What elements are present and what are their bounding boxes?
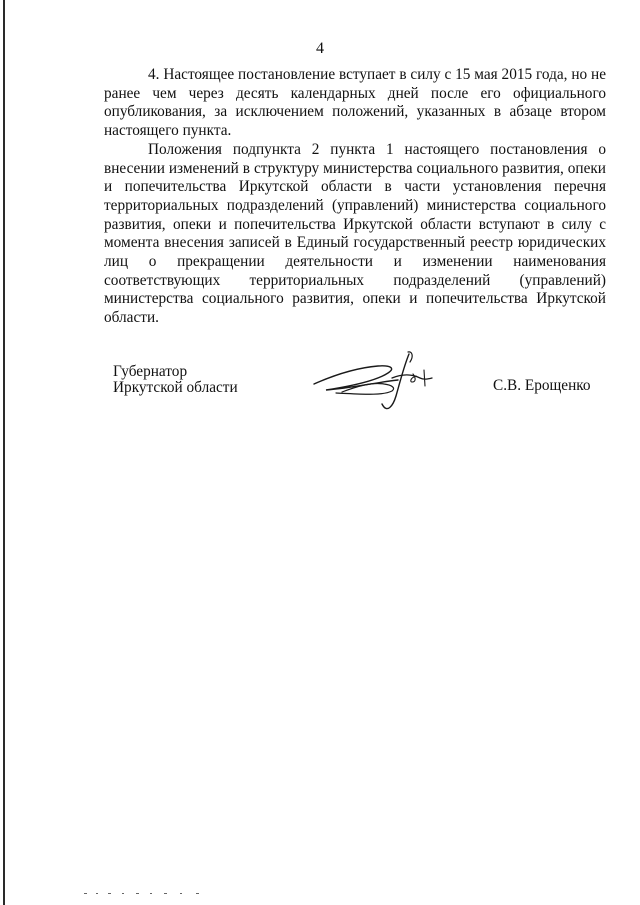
handwritten-signature-icon: [312, 348, 442, 420]
paragraph-subparagraph-provisions: Положения подпункта 2 пункта 1 настоящего постановления о внесении изменений в структуру министерства социального развития, опеки и попечительства Иркутской области в части установления перечня территориальных подразделений (управлений) министерства социального развития, опеки и попечительства Иркутской области вступают в силу с момента внесения записей в Единый государственный реестр юридических лиц о прекращении деятельности и изменении наименования соответствующих территориальных подразделений (управлений) министерства социального развития, опеки и попечительства Иркутской области.: [104, 140, 606, 327]
signature-block: [0, 362, 640, 432]
document-body: [104, 66, 606, 328]
position-line-1: Губернатор: [113, 363, 188, 380]
bottom-scan-marks: [0, 888, 640, 898]
signer-position: [113, 364, 238, 396]
page-edge-line: [3, 0, 5, 905]
page-number: 4: [316, 40, 324, 57]
signer-name: С.В. Ерощенко: [493, 377, 591, 394]
position-line-2: Иркутской области: [113, 379, 238, 396]
paragraph-effective-date: 4. Настоящее постановление вступает в силу с 15 мая 2015 года, но не ранее чем через десять календарных дней после его официального опубликования, за исключением положений, указанных в абзаце втором настоящего пункта.: [104, 66, 606, 140]
